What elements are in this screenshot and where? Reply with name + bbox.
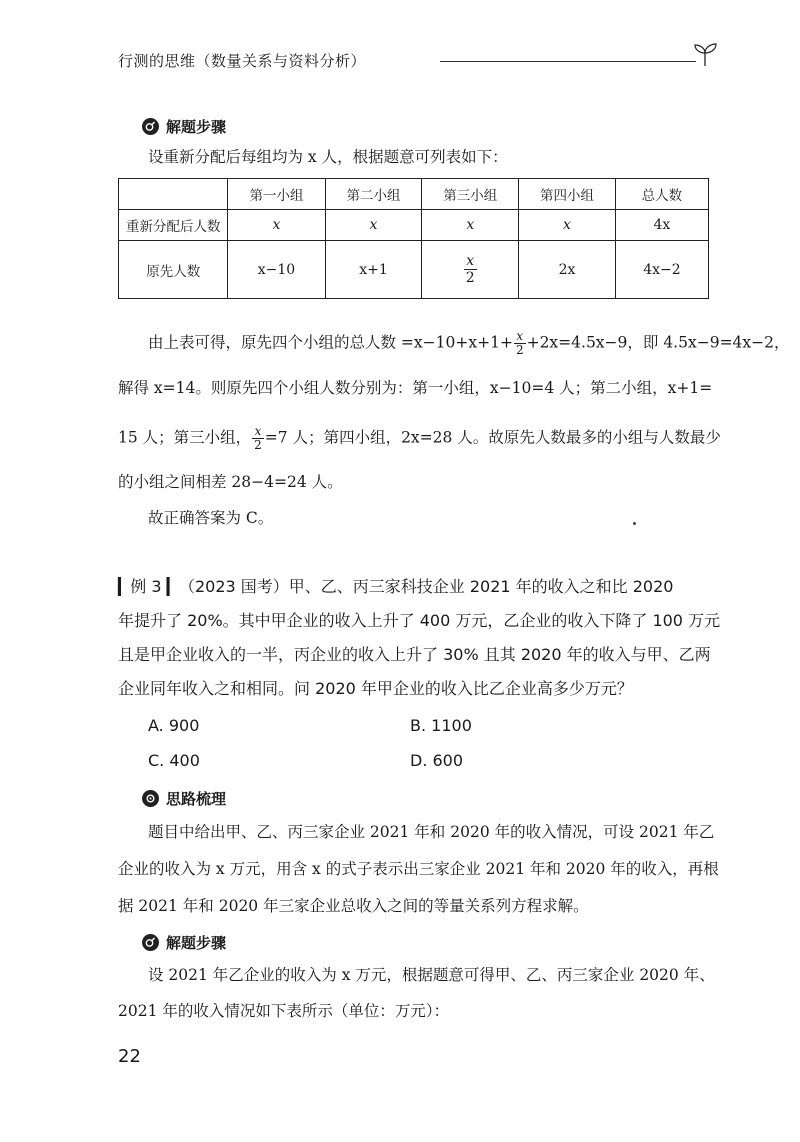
table-cell: 4x−2 [615, 241, 708, 299]
example3-line-4: 企业同年收入之和相同。问 2020 年甲企业的收入比乙企业高多少万元？ [118, 679, 633, 698]
fraction-denominator: 2 [515, 343, 524, 357]
table-cell-fraction [422, 241, 519, 299]
group-count-table [118, 178, 709, 299]
table-row-label: 重新分配后人数 [119, 210, 228, 241]
solution-line-3 [118, 424, 721, 452]
analysis-line-2: 企业的收入为 x 万元，用含 x 的式子表示出三家企业 2021 年和 2020 年的收入，再根 [118, 860, 719, 878]
analysis-line-3: 据 2021 年和 2020 年三家企业总收入之间的等量关系列方程求解。 [118, 897, 589, 915]
running-title: 行测的思维（数量关系与资料分析） [118, 52, 367, 70]
solution-line-2: 解得 x=14。则原先四个小组人数分别为：第一小组，x−10=4 人；第二小组，x+1= [118, 379, 713, 397]
solution-line-1 [118, 329, 790, 357]
fraction-numerator: x [252, 425, 264, 439]
option-c: C. 400 [148, 751, 200, 770]
sprout-icon [690, 42, 720, 68]
table-row-label: 原先人数 [119, 241, 228, 299]
table-header-row [119, 179, 709, 210]
page-number: 22 [118, 1046, 141, 1067]
table-header-cell: 第四小组 [519, 179, 616, 210]
table-cell: 4x [615, 210, 708, 241]
text-span: 15 人；第三小组， [118, 428, 252, 447]
magnifier-badge-icon [142, 118, 159, 135]
solution-heading-label: 解题步骤 [166, 934, 227, 952]
table-corner-cell [119, 179, 228, 210]
table-cell: x [325, 210, 422, 241]
example3-line-3: 且是甲企业收入的一半，丙企业的收入上升了 30% 且其 2020 年的收入与甲、乙两 [118, 645, 711, 664]
solution2-line-1: 设 2021 年乙企业的收入为 x 万元，根据题意可得甲、乙、丙三家企业 2020 年、 [148, 966, 715, 984]
answer-line: 故正确答案为 C。 [148, 509, 274, 527]
solution-heading-2 [142, 932, 226, 953]
option-a: A. 900 [148, 716, 200, 735]
table-cell: x [422, 210, 519, 241]
solution2-line-2: 2021 年的收入情况如下表所示（单位：万元）： [118, 1002, 450, 1020]
option-d: D. 600 [410, 751, 464, 770]
solution-heading [142, 116, 226, 137]
fraction-denominator: 2 [465, 270, 475, 286]
table-header-cell: 第一小组 [228, 179, 325, 210]
gear-badge-icon [142, 790, 159, 807]
solution-heading-label: 解题步骤 [166, 118, 227, 136]
fraction-numerator: x [464, 253, 477, 270]
table-header-cell: 第二小组 [325, 179, 422, 210]
fraction [464, 253, 477, 286]
table-row [119, 210, 709, 241]
fraction [514, 330, 526, 357]
table-cell: x [519, 210, 616, 241]
text-span: =7 人；第四小组，2x=28 人。故原先人数最多的小组与人数最少 [264, 428, 721, 447]
example3-line-2: 年提升了 20%。其中甲企业的收入上升了 400 万元，乙企业的收入下降了 100 万元 [118, 611, 721, 630]
example3-line-1: ▎例 3 ▎（2023 国考）甲、乙、丙三家科技企业 2021 年的收入之和比 2020 [118, 577, 674, 596]
text-span: +2x=4.5x−9，即 4.5x−9=4x−2， [526, 333, 790, 352]
analysis-heading-label: 思路梳理 [166, 790, 227, 808]
text-span: 由上表可得，原先四个小组的总人数 =x−10+x+1+ [148, 333, 513, 352]
analysis-line-1: 题目中给出甲、乙、丙三家企业 2021 年和 2020 年的收入情况，可设 2021 年乙 [148, 823, 715, 841]
running-header [118, 42, 714, 72]
table-header-cell: 总人数 [615, 179, 708, 210]
option-b: B. 1100 [410, 716, 472, 735]
fraction-numerator: x [514, 330, 526, 344]
fraction [252, 425, 264, 452]
header-rule [440, 61, 696, 62]
table-row [119, 241, 709, 299]
table-cell: x [228, 210, 325, 241]
table-cell: x+1 [325, 241, 422, 299]
magnifier-badge-icon [142, 934, 159, 951]
scan-speck [633, 522, 636, 525]
fraction-denominator: 2 [254, 438, 262, 452]
solution-intro: 设重新分配后每组均为 x 人，根据题意可列表如下： [148, 148, 508, 166]
analysis-heading [142, 788, 226, 809]
table-cell: 2x [519, 241, 616, 299]
solution-line-4: 的小组之间相差 28−4=24 人。 [118, 473, 343, 491]
table-cell: x−10 [228, 241, 325, 299]
table-header-cell: 第三小组 [422, 179, 519, 210]
